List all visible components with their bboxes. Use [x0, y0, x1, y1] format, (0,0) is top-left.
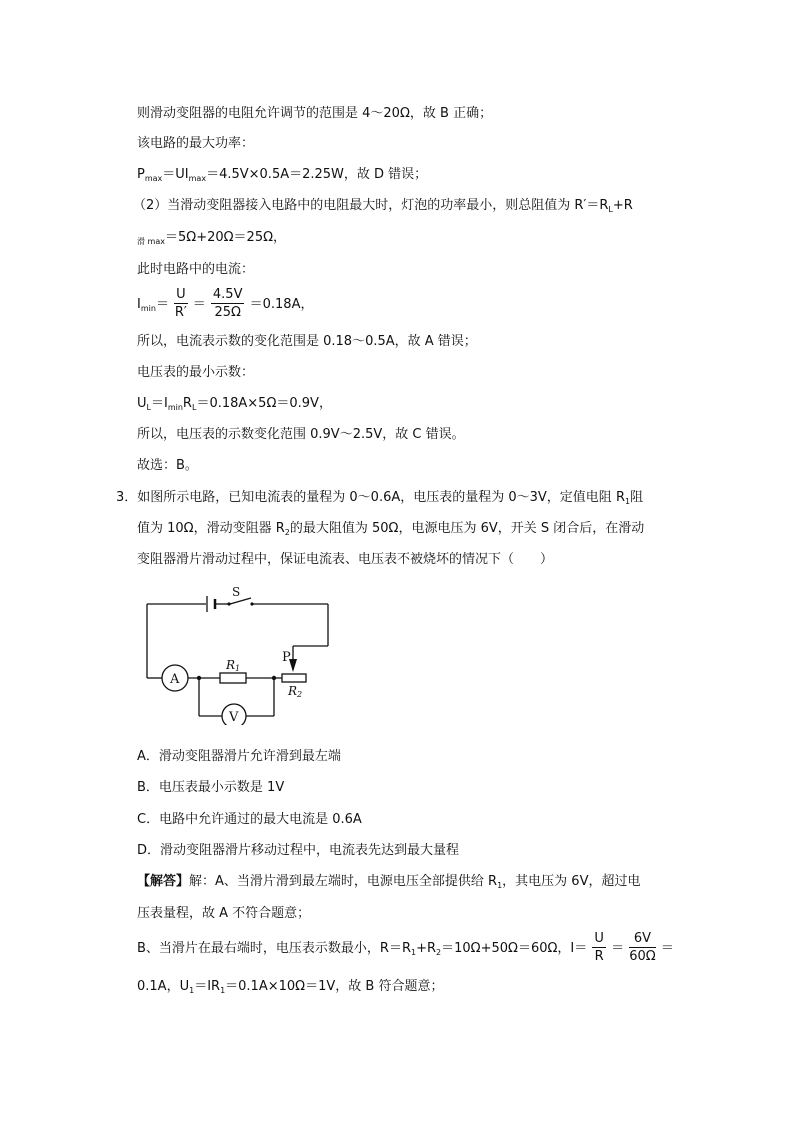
question-3: 3．如图所示电路，已知电流表的量程为 0～0.6A，电压表的量程为 0～3V，定值电阻 $R_1$阻 [116, 490, 644, 506]
formula-line: $I_{min}=$ $\frac{U}{R'}$ ＝ $\frac{4.5V}{25\Omega}$ ＝0.18A， [137, 287, 314, 320]
circuit-diagram [140, 580, 340, 725]
fraction: $\frac{4.5V}{25\Omega}$ [212, 287, 243, 320]
text-line: （2）当滑动变阻器接入电路中的电阻最大时，灯泡的功率最小，则总阻值为 $R'=R_L+R$ [133, 198, 633, 214]
formula-line: 0.1A，$U_1=IR_1=0.1A\times 10\Omega=1V$，故 B 符合题意； [137, 979, 444, 995]
text-line: 该电路的最大功率： [137, 136, 255, 151]
text-line: 此时电路中的电流： [137, 262, 255, 277]
formula-line: B、当滑片在最右端时，电压表示数最小，$R=R_1+R_2=10\Omega+50\Omega=60\Omega$，I＝ $\frac{U}{R}$ ＝ $\frac{6V}{60\Omega}$ ＝ [137, 931, 674, 964]
r2-label: R2 [288, 684, 303, 699]
option-d: D．滑动变阻器滑片移动过程中，电流表先达到最大量程 [137, 843, 460, 858]
formula-line: $P_{max}=UI_{max}=4.5V\times 0.5A=2.25W$，故 D 错误； [137, 167, 428, 183]
formula-line: $U_L=I_{min}R_L=0.18A\times 5\Omega=0.9V$， [137, 396, 332, 412]
formula-line: $_{滑 max}$＝5Ω+20Ω＝25Ω， [137, 230, 287, 246]
text-line: 值为 10Ω，滑动变阻器 $R_2$的最大阻值为 50Ω，电源电压为 6V，开关 S 闭合后，在滑动 [137, 521, 645, 537]
switch [227, 598, 253, 606]
fraction: $\frac{U}{R'}$ [174, 287, 187, 320]
slider-label: P [282, 650, 291, 665]
fraction: $\frac{U}{R}$ [594, 931, 604, 964]
voltmeter-label: V [229, 710, 239, 725]
text-line: 电压表的最小示数： [137, 365, 255, 380]
ammeter-label: A [170, 672, 180, 687]
text-line: 所以，电流表示数的变化范围是 0.18～0.5A，故 A 错误； [137, 334, 477, 349]
text-line: 变阻器滑片滑动过程中，保证电流表、电压表不被烧坏的情况下（ ） [137, 552, 554, 567]
text-line: 故选：B。 [137, 458, 198, 473]
text-line: 压表量程，故 A 不符合题意； [137, 906, 311, 921]
resistor-r2 [282, 674, 306, 682]
text-line: 则滑动变阻器的电阻允许调节的范围是 4～20Ω，故 B 正确； [137, 106, 493, 121]
r1-label: R1 [226, 658, 241, 673]
option-c: C．电路中允许通过的最大电流是 0.6A [137, 812, 362, 827]
option-b: B．电压表最小示数是 1V [137, 780, 285, 795]
answer-tag: 【解答】 [137, 874, 190, 889]
option-a: A．滑动变阻器滑片允许滑到最左端 [137, 749, 341, 764]
fraction: $\frac{6V}{60\Omega}$ [629, 931, 656, 964]
text-line: 所以，电压表的示数变化范围 0.9V～2.5V，故 C 错误。 [137, 427, 465, 442]
resistor-r1 [220, 673, 246, 683]
answer-line: 【解答】解：A、当滑片滑到最左端时，电源电压全部提供给 $R_1$，其电压为 6V，超过电 [137, 874, 641, 890]
switch-label: S [232, 585, 241, 599]
